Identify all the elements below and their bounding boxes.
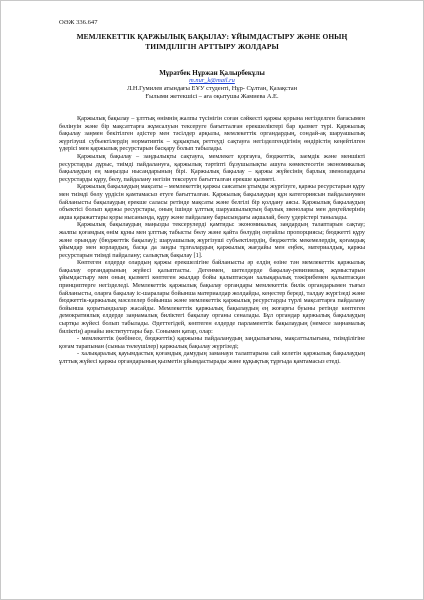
udc-code: ОӘЖ 336.647 bbox=[59, 19, 98, 26]
paragraph: Қаржылық бақылаудың мақсаты – мемлекеттің қаржы саясатын ұтымды жүргізуге, қаржы ресурстарын құру мен тиімді бөлу үрдісін қамтамасыз етуге бағытталған. Қаржылық бақылаудың құн категориясын пайдаланумен байланысты бақылаудың ерекше саласы ретінде мақсаты және белгілі бір қолдану аясы. Қаржылық бақылаудың объектісі болып қаржы ресурстары, оның ішінде ұлттық шаруашылықтың барлық звенолары мен деңгейлерінің ақша қаражаттары қоры нысанында, құру және пайдалану барысындағы ақшалай, бөлу үдерістері танылады. bbox=[59, 183, 365, 221]
author-block bbox=[59, 69, 365, 101]
author-email[interactable]: m.nur_k@mail.ru bbox=[189, 77, 235, 84]
author-name: Мұратбек Нұржан Қалырбекұлы bbox=[159, 69, 265, 77]
list-item: - мемлекеттік (көбінесе, бюджеттік) қаржыны пайдаланудың заңдылығына, мақсаттылығына, тиімділігіне қоғам тарапынан (сыныа төлеушілер) қаржылық бақылау жүргізеді; bbox=[59, 335, 365, 350]
supervisor: Ғылыми жетекшісі – аға оқытушы Жамиева А.Е. bbox=[145, 93, 279, 100]
paragraph: Қаржылық бақылаудың маңызды тексерулерді қамтиды: экономикалық заңдардың талаптарын сақтау; жалпы қоғамдық өнім құны мен ұлттық табысты бөлу және қайта бөлудің оңтайлы пропорциясы; бюджетті құру және орындау (бюджеттік бақылау); шаруашылық жүргізуші субъектілердің, бюджеттік мекемелердің, қоғамдық ұйымдар мен корлардың, басқа да заңды тұлғалардың қаржылық жағдайы мен еңбек, материалдық, қаржы ресурстарын тиімді пайдалану; салықтық бақылау [1]. bbox=[59, 221, 365, 259]
body-text bbox=[59, 115, 365, 366]
paragraph: Қаржылық бақылау – заңдылықты сақтауға, мемлекет қоргауға, бюджеттік, заемдік және меншікті ресурстарды дұрыс, тиімді пайдалануға, қаржылық тәртіпті бұзушылықты ашуға көмектесетін экономикалық бақылаудың ең маңызды нысандарының бірі. Қаржылық бақылау – қаржы жүйесінің барлық звенолардағы ресурстарды құру, бөлу, пайдалану негізін тексеруге бағытталған ерекше қызметі. bbox=[59, 152, 365, 183]
paragraph: Қаржылық бақылау – ұлттық өнімнің жалпы түсінігін соған сәйкесті қаржы қорына негізделген бағасымен бөлінуін және бір мақсаттарға жұмсалуын тексеруге бағытталған ерекшеліктері бар қызмет түрі. Қаржылық бақылау заңмен бекітілген әдістер мен тәсілдер арқылы, мемлекеттік органдардың, сондай-ақ шаруашылық жүргізуші субъектілердің нормативтік – құқықтық реттеуді сақтауға негізделгендігінің өндірістің кеңейтілген үдерісі мен қаржылық ресурстарын басқару болып табылады. bbox=[59, 115, 365, 153]
list-item: - халықаралық қауымдастық қоғамдық дамудың заманауи талаптарына сай келетін қаржылық бақылаудың ұлттық жүйесі қаржы органдарының қызметін ұйымдастырады және құқықтық тұрғыда қамтамасыз етеді. bbox=[59, 350, 365, 365]
author-affiliation: Л.Н.Гумилев атындағы ЕҰУ студенті, Нұр- Сұлтан, Қазақстан bbox=[126, 85, 298, 92]
article-title: МЕМЛЕКЕТТІК ҚАРЖЫЛЫҚ БАҚЫЛАУ: ҰЙЫМДАСТЫРУ ЖӘНЕ ОНЫҢ ТИІМДІЛІГІН АРТТЫРУ ЖОЛДАРЫ bbox=[76, 32, 348, 51]
paragraph: Көптеген елдерде олардың қаржы ерекшелігіне байланысты әр елдің өзіне тән мемлекеттік қаржылық бақылау органдарының жүйесі қалыптасты. Дегенмен, шетелдерде бақылау-ревизиялық жұмыстарын ұйымдастыру мен оның қызметі көптеген жылдар бойы қалыптасқан халықаралық тәжірибемен қалыптасқан принциптерге негізделеді. Мемлекеттік қаржылық бақылау органдары мемлекеттік билік органдарымен тығыз байланысты, оларға бақылау іс-шаралары бойынша материалдар жолдайды, кеңестер береді, талдау жүргізеді және бюджеттік-қаржылық мәселелер бойынша және мемлекеттік қаржылық ресурстарды түрлі мақсаттарға пайдалану бойынша қорытындылар жасайды. Мемлекеттік қаржылық бақылаудың ең жоғарғы буыны ретінде көптеген демократиялық елдерде заңнамалық биліктегі бақылау органы сеналады. Бұл органдар қаржылық бақылаудың сыртқы жүйесі болып табылады. Әдеттегідей, көптеген елдерде парламенттік бақылаудың (немесе заңнамалық биліктің) арнайы институттары бар. Сонымен қатар, олар: bbox=[59, 259, 365, 335]
